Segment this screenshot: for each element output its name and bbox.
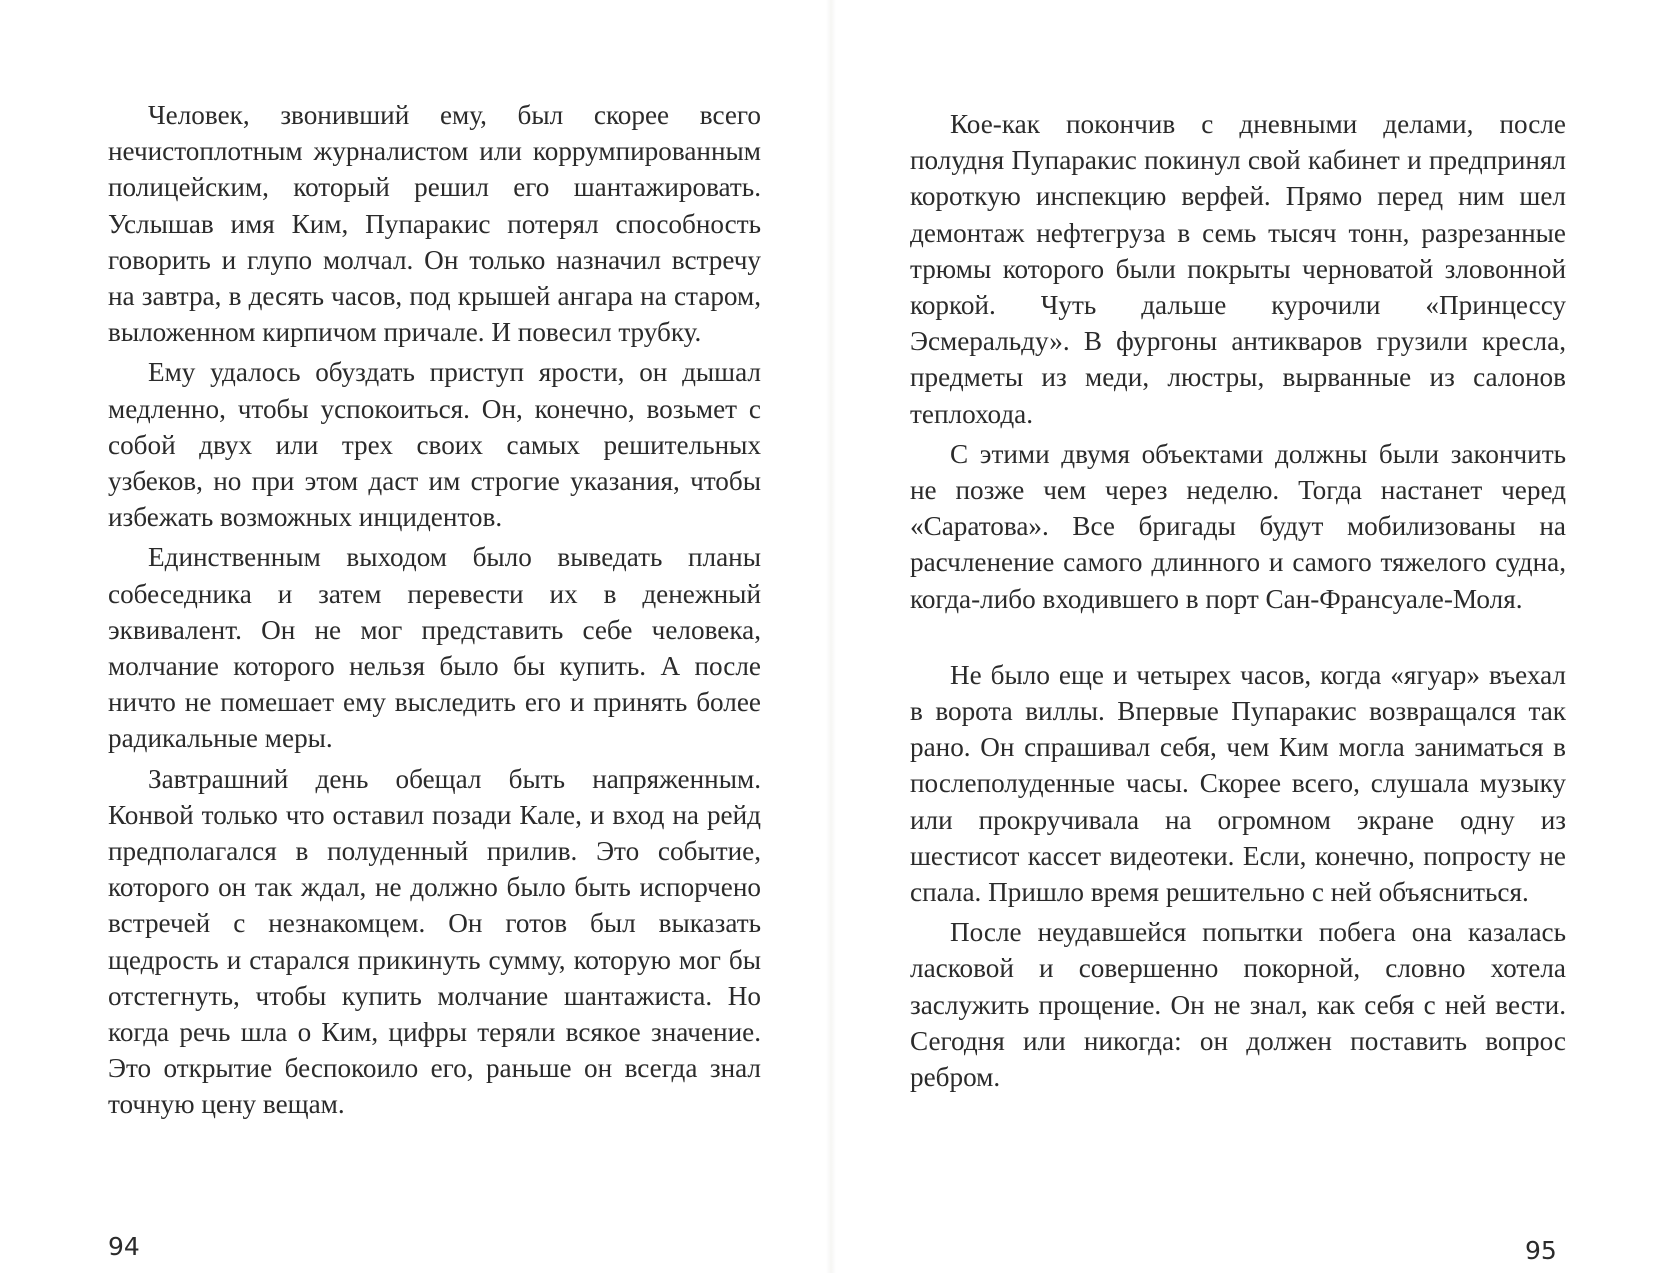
section-break [910, 621, 1566, 657]
paragraph: Человек, звонивший ему, был скорее всего нечистоплотным журналистом или коррумпированным полицейским, который решил его шантажировать. Услышав имя Ким, Пупаракис потерял способность говорить и глупо молчал. Он только назначил встречу на завтра, в десять часов, под крышей ангара на старом, выложенном кирпичом причале. И повесил трубку. [108, 100, 761, 348]
paragraph: Кое-как покончив с дневными делами, после полудня Пупаракис покинул свой кабинет и предпринял короткую инспекцию верфей. Прямо перед ним шел демонтаж нефтегруза в семь тысяч тонн, разрезанные трюмы которого были покрыты черноватой зловонной коркой. Чуть дальше курочили «Принцессу Эсмеральду». В фургоны антикваров грузили кресла, предметы из меди, люстры, вырванные из салонов теплохода. [910, 109, 1566, 429]
page-number: 95 [1525, 1236, 1557, 1265]
right-page-text [910, 106, 1566, 1099]
paragraph: После неудавшейся попытки побега она казалась ласковой и совершенно покорной, словно хотела заслужить прощение. Он не знал, как себя с ней вести. Сегодня или никогда: он должен поставить вопрос ребром. [910, 917, 1566, 1093]
paragraph: Ему удалось обуздать приступ ярости, он дышал медленно, чтобы успокоиться. Он, конечно, возьмет с собой двух или трех своих самых решительных узбеков, но при этом даст им строгие указания, чтобы избежать возможных инцидентов. [108, 357, 761, 533]
paragraph: Единственным выходом было выведать планы собеседника и затем перевести их в денежный эквивалент. Он не мог представить себе человека, молчание которого нельзя было бы купить. А после ничто не помешает ему выследить его и принять более радикальные меры. [108, 542, 761, 754]
paragraph: С этими двумя объектами должны были закончить не позже чем через неделю. Тогда настанет черед «Саратова». Все бригады будут мобилизованы на расчленение самого длинного и самого тяжелого судна, когда-либо входившего в порт Сан-Франсуале-Моля. [910, 438, 1566, 614]
right-page [831, 0, 1662, 1273]
page-number: 94 [108, 1232, 140, 1261]
left-page-text [108, 97, 761, 1127]
paragraph: Не было еще и четырех часов, когда «ягуар» въехал в ворота виллы. Впервые Пупаракис возвращался так рано. Он спрашивал себя, чем Ким могла заниматься в послеполуденные часы. Скорее всего, слушала музыку или прокручивала на огромном экране одну из шестисот кассет видеотеки. Если, конечно, попросту не спала. Пришло время решительно с ней объясниться. [910, 659, 1566, 908]
paragraph: Завтрашний день обещал быть напряженным. Конвой только что оставил позади Кале, и вход на рейд предполагался в полуденный прилив. Это событие, которого он так ждал, не должно было быть испорчено встречей с незнакомцем. Он готов был выказать щедрость и старался прикинуть сумму, которую мог бы отстегнуть, чтобы купить молчание шантажиста. Но когда речь шла о Ким, цифры теряли всякое значение. Это открытие беспокоило его, раньше он всегда знал точную цену вещам. [108, 763, 761, 1120]
